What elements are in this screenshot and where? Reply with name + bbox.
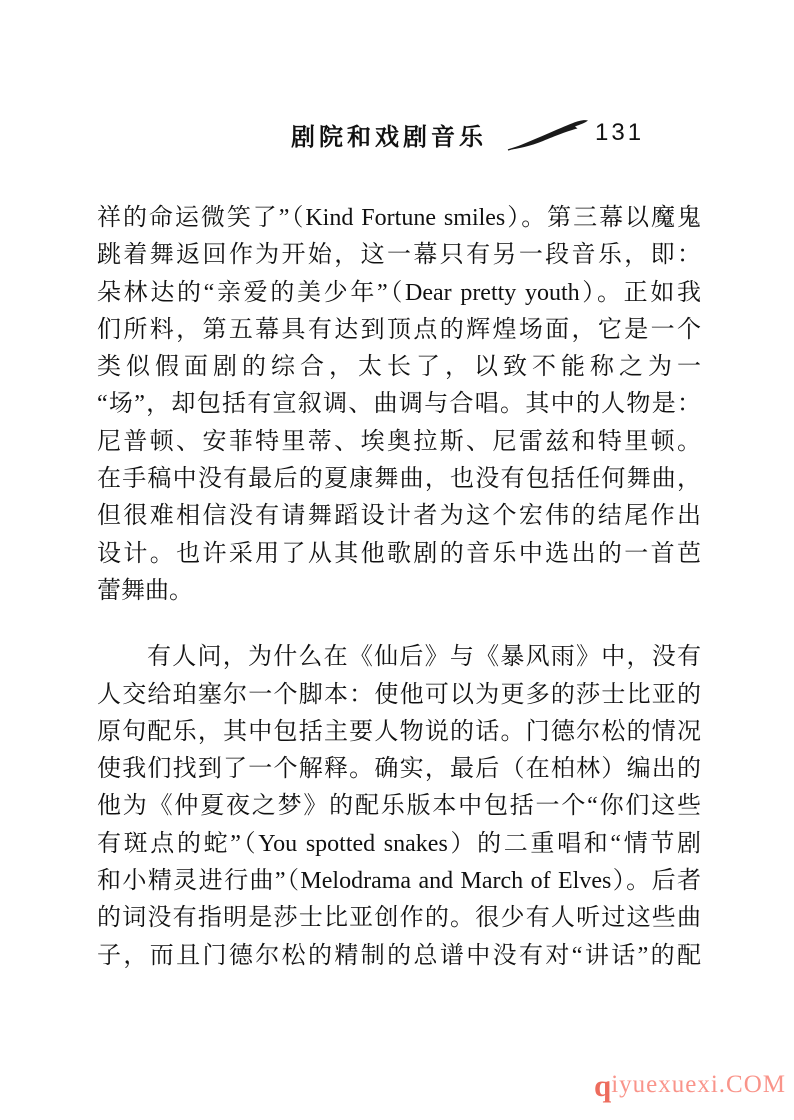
paragraph-1	[97, 200, 701, 610]
body-text	[97, 200, 701, 975]
text-line: 使我们找到了一个解释。确实，最后（在柏林）编出的	[97, 756, 701, 783]
text-line: 有人问，为什么在《仙后》与《暴风雨》中，没有	[147, 644, 701, 671]
text-line: 类似假面剧的综合，太长了，以致不能称之为一	[97, 354, 701, 381]
text-line: 尼普顿、安菲特里蒂、埃奥拉斯、尼雷兹和特里顿。	[97, 428, 701, 455]
text-line: 他为《仲夏夜之梦》的配乐版本中包括一个“你们这些	[97, 793, 701, 820]
text-line: 祥的命运微笑了”（Kind Fortune smiles）。第三幕以魔鬼	[97, 205, 701, 231]
text-line: “场”，却包括有宣叙调、曲调与合唱。其中的人物是：	[97, 391, 701, 418]
site-watermark	[594, 1070, 786, 1101]
text-line: 人交给珀塞尔一个脚本：使他可以为更多的莎士比亚的	[97, 681, 701, 708]
page-number: 131	[595, 119, 645, 146]
text-line: 有斑点的蛇”（You spotted snakes）的二重唱和“情节剧	[97, 830, 701, 857]
text-line: 跳着舞返回作为开始，这一幕只有另一段音乐，即：	[97, 242, 701, 269]
paragraph-2	[97, 639, 701, 975]
text-line: 蕾舞曲。	[97, 577, 193, 604]
text-line: 在手稿中没有最后的夏康舞曲，也没有包括任何舞曲，	[97, 466, 701, 493]
quill-icon	[505, 118, 591, 154]
watermark-name: iyuexuexi	[611, 1071, 719, 1098]
text-line: 子，而且门德尔松的精制的总谱中没有对“讲话”的配	[97, 942, 701, 969]
watermark-domain: .COM	[718, 1071, 786, 1098]
text-line: 原句配乐，其中包括主要人物说的话。门德尔松的情况	[97, 718, 701, 745]
text-line: 和小精灵进行曲”（Melodrama and March of Elves）。后者	[97, 868, 701, 895]
text-line: 的词没有指明是莎士比亚创作的。很少有人听过这些曲	[97, 905, 701, 932]
watermark-initial: q	[593, 1068, 612, 1103]
running-header-title: 剧院和戏剧音乐	[291, 125, 487, 151]
text-line: 朵林达的“亲爱的美少年”（Dear pretty youth）。正如我	[97, 279, 701, 306]
text-line: 但很难相信没有请舞蹈设计者为这个宏伟的结尾作出	[97, 503, 701, 530]
text-line: 设计。也许采用了从其他歌剧的音乐中选出的一首芭	[97, 540, 701, 567]
text-line: 们所料，第五幕具有达到顶点的辉煌场面，它是一个	[97, 316, 701, 343]
